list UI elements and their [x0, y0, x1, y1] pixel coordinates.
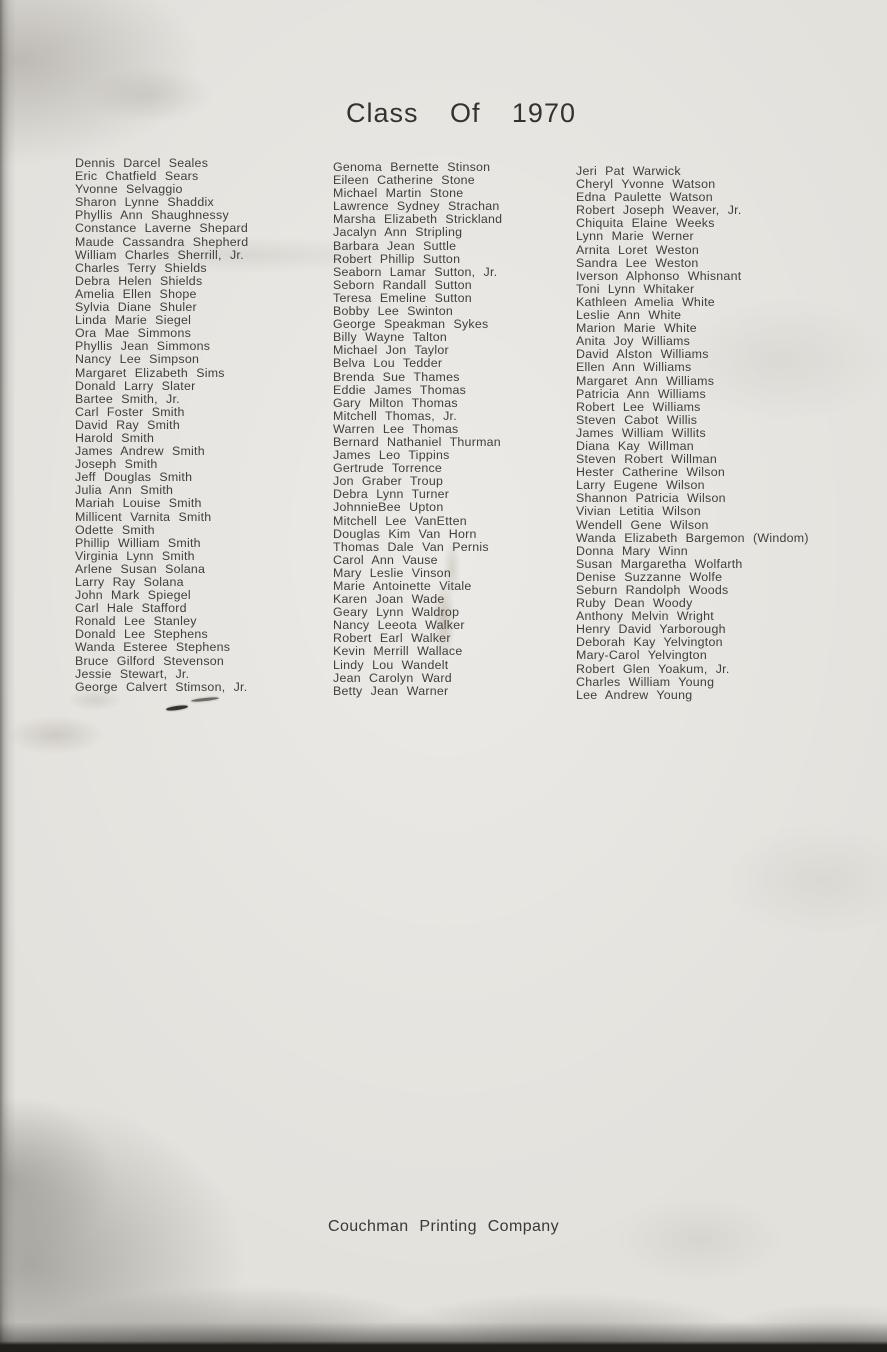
name-column-3 [576, 165, 809, 702]
student-name: Donald Larry Slater [75, 378, 196, 393]
student-name: Robert Glen Yoakum, Jr. [576, 661, 730, 676]
student-name: Jeff Douglas Smith [75, 470, 193, 485]
student-name: Arlene Susan Solana [75, 561, 206, 576]
student-name: Iverson Alphonso Whisnant [576, 268, 742, 283]
student-name: Anita Joy Williams [576, 334, 691, 349]
student-name: George Calvert Stimson, Jr. [75, 679, 248, 694]
student-name: Linda Marie Siegel [75, 313, 192, 328]
student-name: Ruby Dean Woody [576, 596, 693, 611]
student-name: Julia Ann Smith [75, 483, 174, 498]
student-name: Bartee Smith, Jr. [75, 391, 180, 406]
name-column-1 [75, 157, 248, 694]
student-name: Denise Suzzanne Wolfe [576, 569, 723, 584]
student-name: Kathleen Amelia White [576, 294, 715, 309]
student-name: Harold Smith [75, 430, 155, 445]
student-name: Susan Margaretha Wolfarth [576, 556, 743, 571]
printer-credit: Couchman Printing Company [328, 1218, 559, 1235]
student-name: Gary Milton Thomas [333, 395, 458, 410]
student-name: Millicent Varnita Smith [75, 509, 212, 524]
student-name: Mitchell Thomas, Jr. [333, 408, 457, 423]
student-name: Amelia Ellen Shope [75, 286, 197, 301]
student-name: Wanda Esteree Stephens [75, 640, 231, 655]
student-name: Donna Mary Winn [576, 543, 688, 558]
student-name: Eddie James Thomas [333, 382, 467, 397]
student-name: Steven Robert Willman [576, 452, 717, 467]
student-name: Robert Lee Williams [576, 399, 701, 414]
student-name: Edna Paulette Watson [576, 190, 713, 205]
student-name: Henry David Yarborough [576, 622, 726, 637]
student-name: Seborn Randall Sutton [333, 277, 472, 292]
student-name: Patricia Ann Williams [576, 386, 706, 401]
student-name: Shannon Patricia Wilson [576, 491, 726, 506]
student-name: Mariah Louise Smith [75, 496, 202, 511]
student-name: Sylvia Diane Shuler [75, 300, 197, 315]
student-name: Lee Andrew Young [576, 687, 693, 702]
student-name: Maude Cassandra Shepherd [75, 234, 249, 249]
student-name: James Leo Tippins [333, 448, 450, 463]
student-name: David Ray Smith [75, 417, 181, 432]
student-name: David Alston Williams [576, 347, 709, 362]
student-name: Ora Mae Simmons [75, 326, 192, 341]
student-name: Marie Antoinette Vitale [333, 579, 472, 593]
page-title: Class Of 1970 [346, 98, 576, 128]
student-name: Michael Jon Taylor [333, 343, 449, 358]
name-column-2 [333, 161, 502, 698]
student-name: Betty Jean Warner [333, 683, 449, 698]
student-name: Belva Lou Tedder [333, 356, 443, 371]
student-name: Ellen Ann Williams [576, 360, 692, 375]
student-name: Debra Lynn Turner [333, 487, 450, 502]
student-name: Teresa Emeline Sutton [333, 290, 472, 305]
student-name: Bruce Gilford Stevenson [75, 653, 225, 668]
student-name: Michael Martin Stone [333, 186, 464, 201]
student-name: William Charles Sherrill, Jr. [75, 247, 244, 262]
student-name: Jon Graber Troup [333, 474, 444, 489]
student-name: Robert Phillip Sutton [333, 251, 461, 266]
student-name: Marion Marie White [576, 321, 697, 336]
student-name: Eric Chatfield Sears [75, 169, 199, 184]
student-name: Carol Ann Vause [333, 552, 438, 567]
student-name: Wanda Elizabeth Bargemon (Windom) [576, 530, 809, 545]
student-name: Carl Foster Smith [75, 404, 185, 419]
student-name: Steven Cabot Willis [576, 412, 698, 427]
student-name: Phillip William Smith [75, 535, 201, 550]
student-name: Robert Joseph Weaver, Jr. [576, 203, 742, 218]
student-name: Hester Catherine Wilson [576, 465, 726, 480]
student-name: Dennis Darcel Seales [75, 156, 209, 170]
student-name: Margaret Elizabeth Sims [75, 365, 225, 380]
student-name: Sandra Lee Weston [576, 255, 699, 270]
student-name: Larry Ray Solana [75, 575, 184, 589]
student-name: Anthony Melvin Wright [576, 609, 714, 624]
student-name: Yvonne Selvaggio [75, 182, 183, 197]
student-name: Toni Lynn Whitaker [576, 281, 695, 296]
student-name: Margaret Ann Williams [576, 373, 715, 388]
student-name: Warren Lee Thomas [333, 421, 459, 436]
student-name: Jacalyn Ann Stripling [333, 225, 463, 240]
student-name: Bobby Lee Swinton [333, 304, 454, 319]
student-name: Vivian Letitia Wilson [576, 504, 701, 519]
student-name: Kevin Merrill Wallace [333, 644, 463, 659]
student-name: Ronald Lee Stanley [75, 614, 197, 629]
student-name: Phyllis Jean Simmons [75, 339, 211, 354]
student-name: JohnnieBee Upton [333, 500, 444, 515]
student-name: Charles Terry Shields [75, 260, 207, 275]
student-name: Gertrude Torrence [333, 461, 443, 476]
student-name: Eileen Catherine Stone [333, 173, 475, 188]
student-name: Wendell Gene Wilson [576, 517, 709, 532]
student-name: Joseph Smith [75, 457, 158, 472]
student-name: Karen Joan Wade [333, 592, 445, 607]
student-name: James William Willits [576, 425, 706, 440]
student-name: Jean Carolyn Ward [333, 670, 452, 685]
student-name: Brenda Sue Thames [333, 369, 460, 384]
student-name: Leslie Ann White [576, 308, 682, 323]
student-name: Lynn Marie Werner [576, 229, 694, 244]
student-name: Larry Eugene Wilson [576, 478, 705, 493]
student-name: Phyllis Ann Shaughnessy [75, 208, 229, 223]
student-name: Mary Leslie Vinson [333, 565, 451, 580]
student-name: James Andrew Smith [75, 444, 205, 459]
student-name: Mitchell Lee VanEtten [333, 513, 467, 528]
student-name: Diana Kay Willman [576, 438, 694, 453]
student-name: Donald Lee Stephens [75, 627, 208, 642]
student-name: Seburn Randolph Woods [576, 583, 729, 597]
student-name: Marsha Elizabeth Strickland [333, 212, 503, 227]
student-name: Carl Hale Stafford [75, 601, 187, 616]
student-name: Jeri Pat Warwick [576, 164, 681, 178]
student-name: Sharon Lynne Shaddix [75, 195, 214, 210]
student-name: Chiquita Elaine Weeks [576, 216, 715, 231]
student-name: Robert Earl Walker [333, 631, 451, 646]
student-name: Charles William Young [576, 674, 715, 689]
student-name: Billy Wayne Talton [333, 330, 448, 345]
student-name: Virginia Lynn Smith [75, 548, 195, 563]
student-name: Odette Smith [75, 522, 155, 537]
student-name: Mary-Carol Yelvington [576, 648, 707, 663]
student-name: Deborah Kay Yelvington [576, 635, 723, 650]
student-name: John Mark Spiegel [75, 588, 191, 603]
student-name: Debra Helen Shields [75, 273, 203, 288]
student-name: Nancy Leeota Walker [333, 618, 465, 633]
student-name: Barbara Jean Suttle [333, 238, 457, 253]
student-name: Lawrence Sydney Strachan [333, 199, 500, 214]
student-name: Douglas Kim Van Horn [333, 526, 477, 541]
student-name: Constance Laverne Shepard [75, 221, 248, 236]
student-name: Nancy Lee Simpson [75, 352, 200, 367]
student-name: Bernard Nathaniel Thurman [333, 434, 501, 449]
pen-mark [191, 697, 219, 703]
student-name: Cheryl Yvonne Watson [576, 177, 716, 192]
student-name: Jessie Stewart, Jr. [75, 666, 190, 681]
pen-mark [166, 704, 188, 711]
student-name: Arnita Loret Weston [576, 242, 700, 257]
student-name: Genoma Bernette Stinson [333, 160, 491, 174]
student-name: Thomas Dale Van Pernis [333, 539, 489, 554]
student-name: Geary Lynn Waldrop [333, 605, 460, 620]
student-name: Seaborn Lamar Sutton, Jr. [333, 264, 498, 279]
student-name: George Speakman Sykes [333, 317, 489, 332]
student-name: Lindy Lou Wandelt [333, 657, 449, 672]
